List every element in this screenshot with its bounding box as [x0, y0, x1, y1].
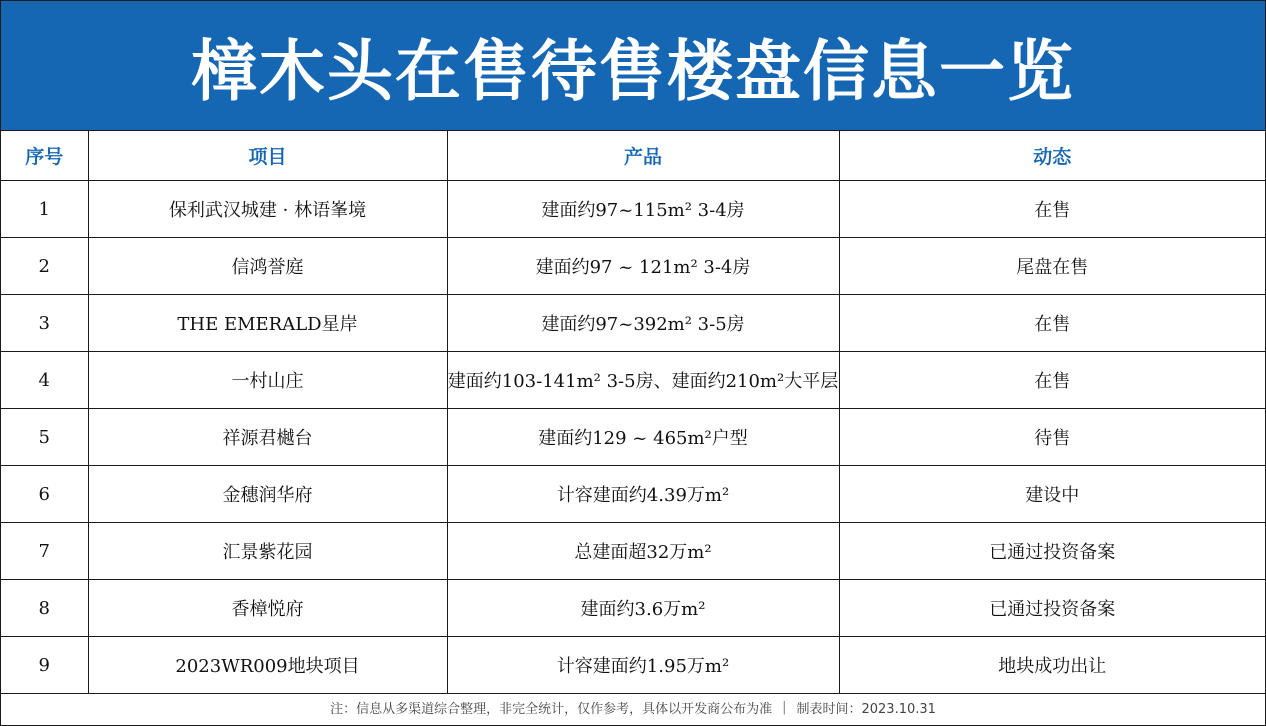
cell-project: 香樟悦府 [88, 580, 447, 637]
cell-project: 一村山庄 [88, 352, 447, 409]
table-row [1, 523, 1265, 580]
cell-index: 4 [1, 352, 88, 409]
cell-status: 地块成功出让 [839, 637, 1265, 694]
cell-status: 待售 [839, 409, 1265, 466]
cell-status: 已通过投资备案 [839, 523, 1265, 580]
cell-product: 建面约97~392m² 3-5房 [447, 295, 839, 352]
cell-product: 建面约3.6万m² [447, 580, 839, 637]
header-project: 项目 [88, 131, 447, 181]
cell-status: 在售 [839, 352, 1265, 409]
title-banner [1, 1, 1265, 131]
table-row [1, 466, 1265, 523]
footer-note-text: 注：信息从多渠道综合整理，非完全统计，仅作参考，具体以开发商公布为准 [330, 702, 773, 717]
cell-index: 3 [1, 295, 88, 352]
cell-index: 7 [1, 523, 88, 580]
table-row [1, 409, 1265, 466]
cell-product: 计容建面约1.95万m² [447, 637, 839, 694]
page-title: 樟木头在售待售楼盘信息一览 [191, 33, 1075, 110]
cell-project: THE EMERALD星岸 [88, 295, 447, 352]
table-header-row [1, 131, 1265, 181]
cell-status: 在售 [839, 181, 1265, 238]
cell-project: 金穗润华府 [88, 466, 447, 523]
cell-index: 2 [1, 238, 88, 295]
table-row [1, 352, 1265, 409]
footer-date: 制表时间：2023.10.31 [796, 702, 936, 717]
header-product: 产品 [447, 131, 839, 181]
cell-product: 建面约97~115m² 3-4房 [447, 181, 839, 238]
cell-status: 已通过投资备案 [839, 580, 1265, 637]
cell-product: 建面约97 ~ 121m² 3-4房 [447, 238, 839, 295]
cell-status: 建设中 [839, 466, 1265, 523]
cell-project: 2023WR009地块项目 [88, 637, 447, 694]
cell-status: 在售 [839, 295, 1265, 352]
table-row [1, 637, 1265, 694]
table-row [1, 580, 1265, 637]
table-row [1, 238, 1265, 295]
cell-project: 信鸿誉庭 [88, 238, 447, 295]
cell-project: 保利武汉城建 · 林语峯境 [88, 181, 447, 238]
cell-index: 1 [1, 181, 88, 238]
property-table [1, 131, 1265, 694]
cell-index: 8 [1, 580, 88, 637]
table-row [1, 181, 1265, 238]
footer-separator: | [782, 700, 787, 715]
table-row [1, 295, 1265, 352]
cell-project: 汇景紫花园 [88, 523, 447, 580]
footer-note [1, 694, 1265, 721]
cell-project: 祥源君樾台 [88, 409, 447, 466]
header-status: 动态 [839, 131, 1265, 181]
cell-status: 尾盘在售 [839, 238, 1265, 295]
header-index: 序号 [1, 131, 88, 181]
cell-index: 5 [1, 409, 88, 466]
cell-index: 9 [1, 637, 88, 694]
cell-product: 总建面超32万m² [447, 523, 839, 580]
cell-product: 计容建面约4.39万m² [447, 466, 839, 523]
cell-product: 建面约129 ~ 465m²户型 [447, 409, 839, 466]
cell-product: 建面约103-141m² 3-5房、建面约210m²大平层 [447, 352, 839, 409]
cell-index: 6 [1, 466, 88, 523]
